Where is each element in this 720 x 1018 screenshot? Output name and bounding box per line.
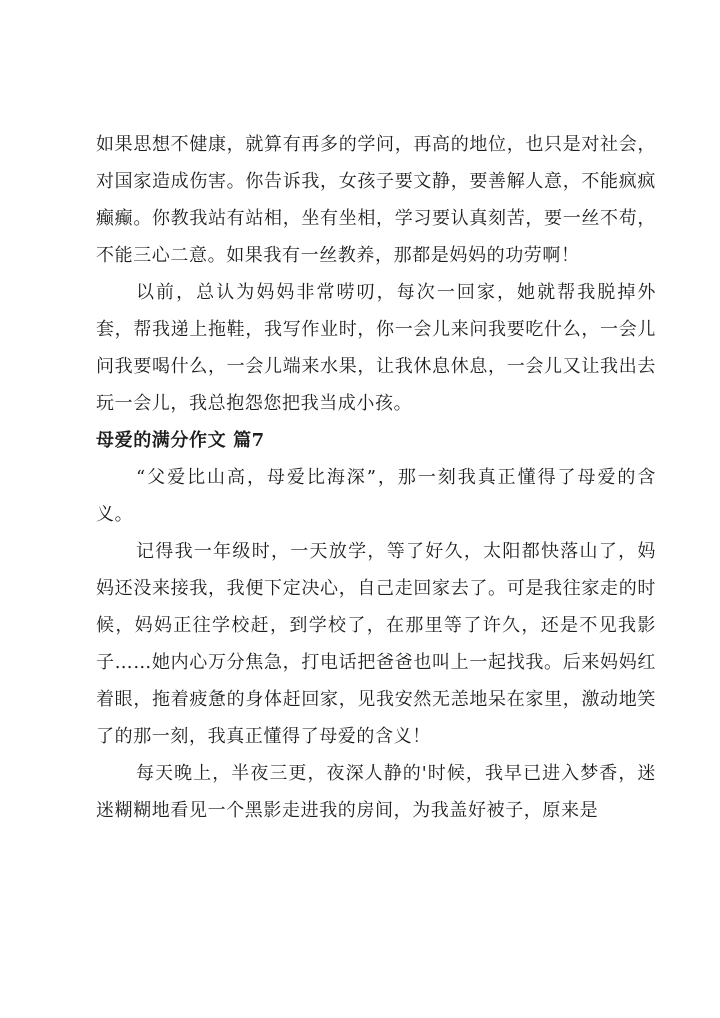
paragraph-night-care: 每天晚上，半夜三更，夜深人静的'时候，我早已进入梦香，迷迷糊糊地看见一个黑影走进我的房间，为我盖好被子，原来是 [96,763,656,821]
paragraph-moral-education: 如果思想不健康，就算有再多的学问，再高的地位，也只是对社会，对国家造成伤害。你告诉我，女孩子要文静，要善解人意，不能疯疯癫癫。你教我站有站相，坐有坐相，学习要认真刻苦，要一丝不苟，不能三心二意。如果我有一丝教养，那都是妈妈的功劳啊！ [96,134,656,266]
section-heading: 母爱的满分作文 篇7 [96,430,265,451]
paragraph-proverb: “父爱比山高，母爱比海深”，那一刻我真正懂得了母爱的含义。 [96,467,656,525]
paragraph-first-grade-story: 记得我一年级时，一天放学，等了好久，太阳都快落山了，妈妈还没来接我，我便下定决心，自己走回家去了。可是我往家走的时候，妈妈正往学校赶，到学校了，在那里等了许久，还是不见我影子……她内心万分焦急，打电话把爸爸也叫上一起找我。后来妈妈红着眼，拖着疲惫的身体赶回家，见我安然无恙地呆在家里，激动地笑了的那一刻，我真正懂得了母爱的含义！ [96,541,656,747]
document-body [96,126,656,829]
paragraph-nagging-memory: 以前，总认为妈妈非常唠叨，每次一回家，她就帮我脱掉外套，帮我递上拖鞋，我写作业时，你一会儿来问我要吃什么，一会儿问我要喝什么，一会儿端来水果，让我休息休息，一会儿又让我出去玩一会儿，我总抱怨您把我当成小孩。 [96,282,656,414]
